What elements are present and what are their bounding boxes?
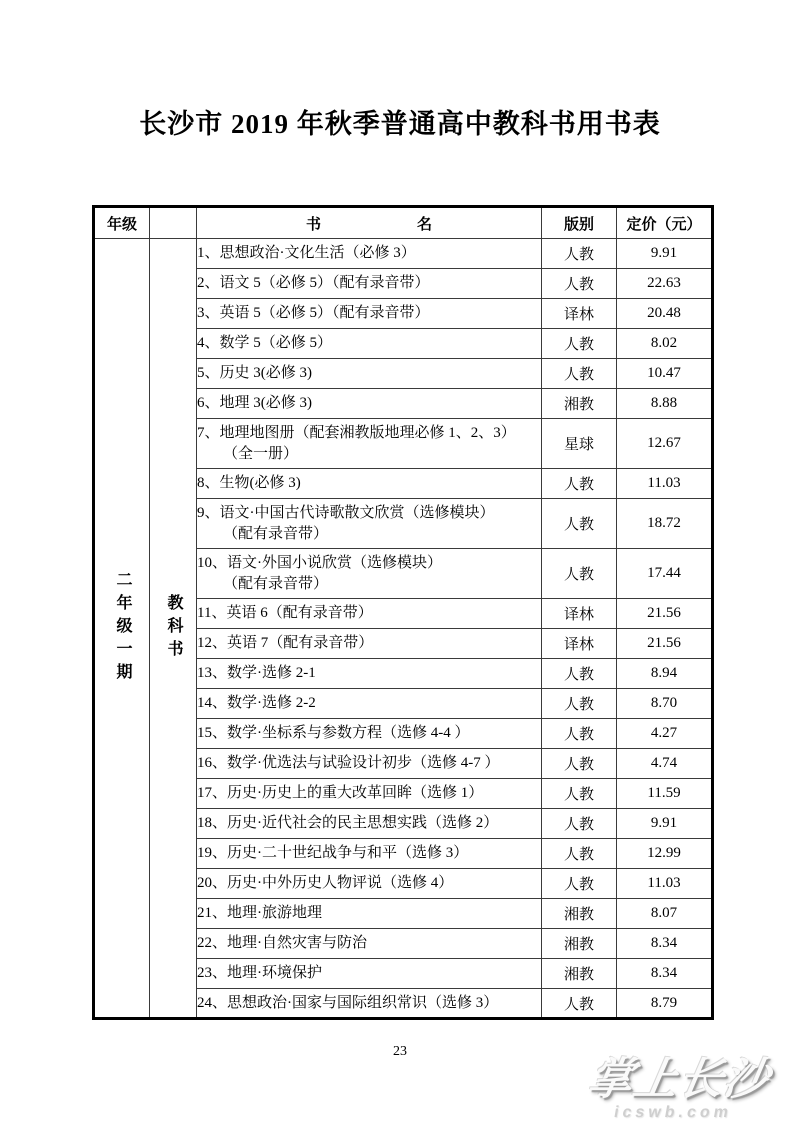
price-cell: 8.79 bbox=[617, 989, 713, 1019]
book-title: 10、语文·外国小说欣赏（选修模块） bbox=[197, 554, 442, 571]
price-cell: 21.56 bbox=[617, 629, 713, 659]
publisher-cell: 人教 bbox=[542, 549, 617, 599]
book-title-cell bbox=[197, 839, 542, 869]
price-cell: 9.91 bbox=[617, 239, 713, 269]
watermark-logo-text: 掌上长沙 bbox=[584, 1055, 774, 1104]
publisher-cell: 湘教 bbox=[542, 899, 617, 929]
book-title: 19、历史·二十世纪战争与和平（选修 3） bbox=[197, 845, 469, 861]
grade-cell bbox=[94, 239, 150, 1019]
price-cell: 20.48 bbox=[617, 299, 713, 329]
page-number: 23 bbox=[393, 1044, 407, 1059]
price-cell: 4.27 bbox=[617, 719, 713, 749]
book-title-cell bbox=[197, 869, 542, 899]
publisher-cell: 人教 bbox=[542, 839, 617, 869]
publisher-cell: 人教 bbox=[542, 749, 617, 779]
textbook-table bbox=[92, 205, 714, 1020]
price-cell: 11.03 bbox=[617, 469, 713, 499]
book-title-cell bbox=[197, 899, 542, 929]
book-title-cell bbox=[197, 689, 542, 719]
price-cell: 9.91 bbox=[617, 809, 713, 839]
price-cell: 22.63 bbox=[617, 269, 713, 299]
book-title-cell bbox=[197, 299, 542, 329]
book-title-cell bbox=[197, 929, 542, 959]
publisher-cell: 译林 bbox=[542, 299, 617, 329]
page-title: 长沙市 2019 年秋季普通高中教科书用书表 bbox=[139, 109, 661, 139]
column-header-book-name bbox=[197, 207, 542, 239]
book-title: 9、语文·中国古代诗歌散文欣赏（选修模块） bbox=[197, 504, 495, 521]
book-title: 14、数学·选修 2-2 bbox=[197, 695, 316, 711]
book-title-cell bbox=[197, 989, 542, 1019]
column-header-category bbox=[150, 207, 197, 239]
publisher-cell: 人教 bbox=[542, 269, 617, 299]
book-title: 11、英语 6（配有录音带） bbox=[197, 605, 373, 621]
book-title-cell bbox=[197, 599, 542, 629]
book-title-line2: （配有录音带） bbox=[223, 525, 329, 542]
price-cell: 12.99 bbox=[617, 839, 713, 869]
publisher-cell: 人教 bbox=[542, 359, 617, 389]
book-title-cell bbox=[197, 329, 542, 359]
book-title-cell bbox=[197, 659, 542, 689]
book-title-cell bbox=[197, 959, 542, 989]
publisher-cell: 人教 bbox=[542, 779, 617, 809]
book-title: 6、地理 3(必修 3) bbox=[197, 395, 312, 411]
publisher-cell: 人教 bbox=[542, 329, 617, 359]
price-cell: 17.44 bbox=[617, 549, 713, 599]
publisher-cell: 人教 bbox=[542, 689, 617, 719]
book-title: 13、数学·选修 2-1 bbox=[197, 665, 316, 681]
publisher-cell: 湘教 bbox=[542, 389, 617, 419]
price-cell: 8.88 bbox=[617, 389, 713, 419]
book-title-cell bbox=[197, 419, 542, 469]
price-cell: 8.70 bbox=[617, 689, 713, 719]
book-title-cell bbox=[197, 749, 542, 779]
column-header-grade: 年级 bbox=[94, 207, 150, 239]
book-title-cell bbox=[197, 499, 542, 549]
table-header-row bbox=[94, 207, 713, 239]
book-title: 7、地理地图册（配套湘教版地理必修 1、2、3） bbox=[197, 424, 516, 441]
price-cell: 18.72 bbox=[617, 499, 713, 549]
grade-label: 二年级一期 bbox=[114, 570, 131, 686]
book-title: 3、英语 5（必修 5）（配有录音带） bbox=[197, 305, 430, 321]
price-cell: 8.02 bbox=[617, 329, 713, 359]
publisher-cell: 人教 bbox=[542, 239, 617, 269]
publisher-cell: 人教 bbox=[542, 869, 617, 899]
price-cell: 12.67 bbox=[617, 419, 713, 469]
price-cell: 8.07 bbox=[617, 899, 713, 929]
book-title-cell bbox=[197, 239, 542, 269]
book-title: 4、数学 5（必修 5） bbox=[197, 335, 333, 351]
book-title-cell bbox=[197, 549, 542, 599]
book-title-cell bbox=[197, 269, 542, 299]
book-title-cell bbox=[197, 719, 542, 749]
book-title: 17、历史·历史上的重大改革回眸（选修 1） bbox=[197, 785, 484, 801]
book-title-line2: （配有录音带） bbox=[223, 575, 329, 592]
watermark bbox=[566, 1055, 787, 1122]
publisher-cell: 人教 bbox=[542, 809, 617, 839]
price-cell: 11.03 bbox=[617, 869, 713, 899]
book-title-cell bbox=[197, 779, 542, 809]
price-cell: 21.56 bbox=[617, 599, 713, 629]
book-title: 15、数学·坐标系与参数方程（选修 4-4 ） bbox=[197, 725, 470, 741]
publisher-cell: 星球 bbox=[542, 419, 617, 469]
book-title-cell bbox=[197, 389, 542, 419]
publisher-cell: 人教 bbox=[542, 989, 617, 1019]
price-cell: 4.74 bbox=[617, 749, 713, 779]
publisher-cell: 译林 bbox=[542, 629, 617, 659]
column-header-publisher: 版别 bbox=[542, 207, 617, 239]
price-cell: 8.94 bbox=[617, 659, 713, 689]
book-title-cell bbox=[197, 629, 542, 659]
book-title-line2: （全一册） bbox=[223, 445, 299, 462]
book-title-cell bbox=[197, 809, 542, 839]
publisher-cell: 湘教 bbox=[542, 959, 617, 989]
table-row bbox=[94, 239, 713, 269]
category-label: 教科书 bbox=[165, 593, 182, 663]
book-title: 22、地理·自然灾害与防治 bbox=[197, 935, 367, 951]
book-header-char-2: 名 bbox=[417, 216, 433, 233]
publisher-cell: 人教 bbox=[542, 659, 617, 689]
publisher-cell: 人教 bbox=[542, 719, 617, 749]
book-title: 1、思想政治·文化生活（必修 3） bbox=[197, 245, 416, 261]
category-cell bbox=[150, 239, 197, 1019]
publisher-cell: 译林 bbox=[542, 599, 617, 629]
book-title: 12、英语 7（配有录音带） bbox=[197, 635, 374, 651]
book-title: 21、地理·旅游地理 bbox=[197, 905, 322, 921]
book-title-cell bbox=[197, 469, 542, 499]
book-header-char-1: 书 bbox=[305, 216, 321, 233]
column-header-price: 定价（元） bbox=[617, 207, 713, 239]
price-cell: 8.34 bbox=[617, 959, 713, 989]
book-title: 18、历史·近代社会的民主思想实践（选修 2） bbox=[197, 815, 499, 831]
watermark-domain-text: icswb.com bbox=[612, 1104, 734, 1121]
book-title: 23、地理·环境保护 bbox=[197, 965, 322, 981]
price-cell: 8.34 bbox=[617, 929, 713, 959]
book-title: 2、语文 5（必修 5）（配有录音带） bbox=[197, 275, 430, 291]
publisher-cell: 人教 bbox=[542, 469, 617, 499]
book-title: 16、数学·优选法与试验设计初步（选修 4-7 ） bbox=[197, 755, 500, 771]
book-title: 8、生物(必修 3) bbox=[197, 475, 301, 491]
book-title: 20、历史·中外历史人物评说（选修 4） bbox=[197, 875, 454, 891]
publisher-cell: 湘教 bbox=[542, 929, 617, 959]
publisher-cell: 人教 bbox=[542, 499, 617, 549]
price-cell: 11.59 bbox=[617, 779, 713, 809]
book-title-cell bbox=[197, 359, 542, 389]
price-cell: 10.47 bbox=[617, 359, 713, 389]
book-title: 24、思想政治·国家与国际组织常识（选修 3） bbox=[197, 994, 499, 1011]
table-body bbox=[94, 239, 713, 1019]
book-title: 5、历史 3(必修 3) bbox=[197, 365, 312, 381]
